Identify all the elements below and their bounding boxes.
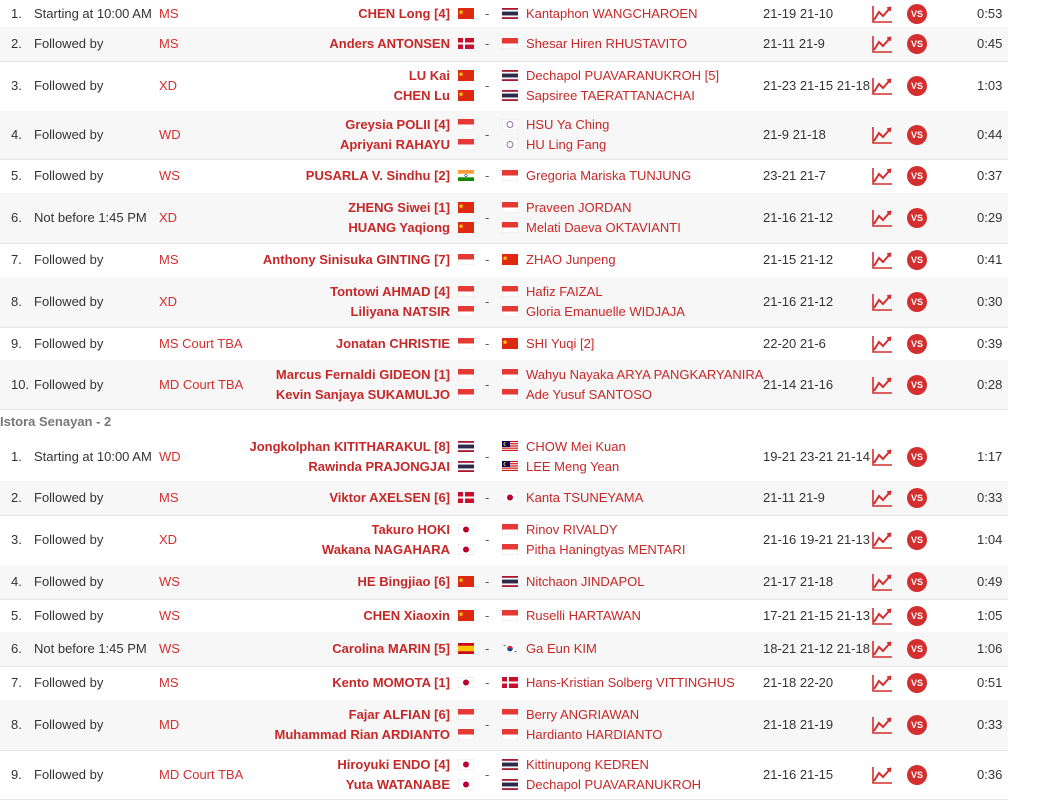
match-time: Followed by	[34, 336, 104, 351]
flag-icon	[458, 729, 474, 740]
match-row[interactable]	[0, 111, 1008, 160]
match-duration: 0:36	[977, 767, 1003, 782]
vs-dash: -	[485, 449, 490, 464]
player-left-link[interactable]: Carolina MARIN [5]	[332, 641, 450, 656]
player-left-link[interactable]: Jonatan CHRISTIE	[335, 336, 450, 351]
player-left-link[interactable]: PUSARLA V. Sindhu [2]	[305, 168, 450, 183]
flag-icon	[502, 441, 518, 452]
flag-icon	[458, 306, 474, 317]
event-link[interactable]: MD Court TBA	[159, 377, 244, 392]
flag-icon	[502, 170, 518, 181]
flag-icon	[502, 389, 518, 400]
head-to-head-button[interactable]: VS	[907, 447, 927, 467]
match-number: 8.	[11, 717, 22, 732]
match-number: 10.	[11, 377, 30, 392]
match-duration: 0:30	[977, 294, 1003, 309]
match-time: Followed by	[34, 252, 104, 267]
head-to-head-button[interactable]: VS	[907, 334, 927, 354]
match-number: 2.	[11, 36, 22, 51]
player-right-link[interactable]: HU Ling Fang	[526, 137, 607, 152]
flag-icon	[502, 524, 518, 535]
head-to-head-button[interactable]: VS	[907, 4, 927, 24]
vs-dash: -	[485, 294, 490, 309]
player-right-link[interactable]: Kantaphon WANGCHAROEN	[526, 6, 698, 21]
flag-icon	[502, 306, 518, 317]
match-time: Followed by	[34, 490, 104, 505]
player-left-link[interactable]: Anthony Sinisuka GINTING [7]	[262, 252, 450, 267]
player-right-link[interactable]: Kittinupong KEDREN	[526, 757, 649, 772]
flag-icon	[502, 222, 518, 233]
event-link[interactable]: MD Court TBA	[159, 767, 244, 782]
head-to-head-button[interactable]: VS	[907, 488, 927, 508]
event-link[interactable]: MS	[159, 252, 179, 267]
player-left-link[interactable]: Muhammad Rian ARDIANTO	[274, 727, 450, 742]
vs-dash: -	[485, 608, 490, 623]
event-link[interactable]: MS	[159, 36, 179, 51]
head-to-head-button[interactable]: VS	[907, 125, 927, 145]
flag-icon	[458, 254, 474, 265]
match-score: 22-20 21-6	[763, 336, 826, 351]
match-row[interactable]	[0, 61, 1008, 112]
flag-icon	[458, 119, 474, 130]
match-score: 21-9 21-18	[763, 127, 826, 142]
player-right-link[interactable]: Hardianto HARDIANTO	[526, 727, 663, 742]
head-to-head-button[interactable]: VS	[907, 166, 927, 186]
match-row[interactable]	[0, 515, 1008, 566]
flag-icon	[458, 576, 474, 587]
flag-icon	[502, 729, 518, 740]
player-right-link[interactable]: Hafiz FAIZAL	[526, 284, 603, 299]
match-number: 3.	[11, 532, 22, 547]
player-left-link[interactable]: Kevin Sanjaya SUKAMULJO	[275, 387, 450, 402]
head-to-head-button[interactable]: VS	[907, 673, 927, 693]
vs-dash: -	[485, 767, 490, 782]
head-to-head-button[interactable]: VS	[907, 606, 927, 626]
player-right-link[interactable]: Berry ANGRIAWAN	[526, 707, 640, 722]
match-number: 3.	[11, 78, 22, 93]
match-duration: 0:37	[977, 168, 1003, 183]
head-to-head-button[interactable]: VS	[907, 715, 927, 735]
player-right-link[interactable]: Nitchaon JINDAPOL	[526, 574, 645, 589]
flag-icon	[458, 70, 474, 81]
match-score: 21-15 21-12	[763, 252, 834, 267]
flag-icon	[502, 286, 518, 297]
player-right-link[interactable]: Ade Yusuf SANTOSO	[526, 387, 652, 402]
vs-dash: -	[485, 36, 490, 51]
line-chart-icon[interactable]	[871, 375, 893, 395]
event-link[interactable]: MS	[159, 6, 179, 21]
match-time: Followed by	[34, 127, 104, 142]
flag-icon	[502, 202, 518, 213]
event-link[interactable]: MD	[159, 717, 180, 732]
match-score: 21-11 21-9	[763, 490, 825, 505]
match-score: 19-21 23-21 21-14	[763, 449, 870, 464]
head-to-head-button[interactable]: VS	[907, 250, 927, 270]
vs-dash: -	[485, 641, 490, 656]
player-left-link[interactable]: Apriyani RAHAYU	[339, 137, 450, 152]
match-number: 1.	[11, 6, 22, 21]
player-right-link[interactable]: ZHAO Junpeng	[526, 252, 616, 267]
match-duration: 1:05	[977, 608, 1003, 623]
player-right-link[interactable]: Melati Daeva OKTAVIANTI	[526, 220, 681, 235]
flag-icon	[502, 8, 518, 19]
player-right-link[interactable]: Hans-Kristian Solberg VITTINGHUS	[526, 675, 735, 690]
match-duration: 1:17	[977, 449, 1003, 464]
player-left-link[interactable]: Hiroyuki ENDO [4]	[337, 757, 450, 772]
flag-icon	[458, 369, 474, 380]
match-duration: 0:49	[977, 574, 1003, 589]
head-to-head-button[interactable]: VS	[907, 639, 927, 659]
match-time: Starting at 10:00 AM	[34, 449, 152, 464]
vs-dash: -	[485, 127, 490, 142]
line-chart-icon[interactable]	[871, 334, 893, 354]
match-row[interactable]	[0, 243, 1008, 278]
flag-icon	[502, 759, 518, 770]
flag-icon	[458, 759, 474, 770]
flag-icon	[458, 709, 474, 720]
flag-icon	[502, 709, 518, 720]
match-duration: 0:41	[977, 252, 1003, 267]
match-time: Followed by	[34, 574, 104, 589]
match-time: Followed by	[34, 78, 104, 93]
line-chart-icon[interactable]	[871, 292, 893, 312]
flag-icon	[458, 139, 474, 150]
event-link[interactable]: WS	[159, 168, 180, 183]
event-link[interactable]: WS	[159, 574, 180, 589]
vs-dash: -	[485, 6, 490, 21]
flag-icon	[458, 8, 474, 19]
match-row[interactable]	[0, 327, 1008, 361]
vs-dash: -	[485, 252, 490, 267]
flag-icon	[502, 544, 518, 555]
match-row[interactable]	[0, 0, 1008, 28]
match-duration: 0:39	[977, 336, 1003, 351]
flag-icon	[458, 441, 474, 452]
line-chart-icon[interactable]	[871, 76, 893, 96]
vs-dash: -	[485, 377, 490, 392]
player-right-link[interactable]: CHOW Mei Kuan	[526, 439, 626, 454]
flag-icon	[458, 492, 474, 503]
player-left-link[interactable]: HE Bingjiao [6]	[357, 574, 450, 589]
match-number: 4.	[11, 574, 22, 589]
match-row[interactable]	[0, 481, 1008, 516]
event-link[interactable]: MS	[159, 490, 179, 505]
match-row[interactable]	[0, 193, 1008, 244]
head-to-head-button[interactable]: VS	[907, 76, 927, 96]
match-number: 7.	[11, 252, 22, 267]
match-time: Followed by	[34, 377, 104, 392]
match-time: Followed by	[34, 532, 104, 547]
player-left-link[interactable]: Kento MOMOTA [1]	[332, 675, 450, 690]
player-left-link[interactable]: CHEN Xiaoxin	[363, 608, 450, 623]
match-number: 9.	[11, 336, 22, 351]
player-left-link[interactable]: Takuro HOKI	[371, 522, 450, 537]
line-chart-icon[interactable]	[871, 530, 893, 550]
player-left-link[interactable]: Jongkolphan KITITHARAKUL [8]	[249, 439, 450, 454]
flag-icon	[502, 779, 518, 790]
match-row[interactable]	[0, 432, 1008, 482]
match-row[interactable]	[0, 277, 1008, 328]
player-left-link[interactable]: HUANG Yaqiong	[348, 220, 450, 235]
player-right-link[interactable]: Shesar Hiren RHUSTAVITO	[526, 36, 688, 51]
flag-icon	[458, 389, 474, 400]
player-left-link[interactable]: CHEN Lu	[393, 88, 450, 103]
vs-dash: -	[485, 717, 490, 732]
match-duration: 0:53	[977, 6, 1003, 21]
match-duration: 0:28	[977, 377, 1003, 392]
flag-icon	[458, 222, 474, 233]
head-to-head-button[interactable]: VS	[907, 765, 927, 785]
match-number: 9.	[11, 767, 22, 782]
flag-icon	[458, 461, 474, 472]
event-link[interactable]: XD	[159, 210, 178, 225]
flag-icon	[502, 254, 518, 265]
line-chart-icon[interactable]	[871, 606, 893, 626]
match-score: 21-16 21-12	[763, 294, 834, 309]
flag-icon	[502, 461, 518, 472]
player-left-link[interactable]: Marcus Fernaldi GIDEON [1]	[275, 367, 450, 382]
flag-icon	[502, 576, 518, 587]
flag-icon	[458, 338, 474, 349]
match-duration: 1:04	[977, 532, 1003, 547]
match-score: 21-16 19-21 21-13	[763, 532, 870, 547]
flag-icon	[502, 643, 518, 654]
match-time: Not before 1:45 PM	[34, 641, 147, 656]
match-score: 23-21 21-7	[763, 168, 826, 183]
match-row[interactable]	[0, 360, 1008, 410]
player-right-link[interactable]: Ga Eun KIM	[526, 641, 597, 656]
player-left-link[interactable]: Greysia POLII [4]	[345, 117, 450, 132]
player-right-link[interactable]: Rinov RIVALDY	[526, 522, 618, 537]
match-time: Not before 1:45 PM	[34, 210, 147, 225]
event-link[interactable]: MS	[159, 675, 179, 690]
match-score: 21-16 21-12	[763, 210, 834, 225]
head-to-head-button[interactable]: VS	[907, 572, 927, 592]
event-link[interactable]: WD	[159, 127, 181, 142]
line-chart-icon[interactable]	[871, 715, 893, 735]
player-right-link[interactable]: LEE Meng Yean	[526, 459, 620, 474]
head-to-head-button[interactable]: VS	[907, 34, 927, 54]
match-time: Followed by	[34, 294, 104, 309]
match-time: Followed by	[34, 675, 104, 690]
event-link[interactable]: XD	[159, 78, 178, 93]
line-chart-icon[interactable]	[871, 447, 893, 467]
match-time: Followed by	[34, 608, 104, 623]
match-score: 21-23 21-15 21-18	[763, 78, 870, 93]
line-chart-icon[interactable]	[871, 488, 893, 508]
vs-dash: -	[485, 168, 490, 183]
flag-icon	[502, 610, 518, 621]
vs-dash: -	[485, 210, 490, 225]
line-chart-icon[interactable]	[871, 34, 893, 54]
event-link[interactable]: XD	[159, 294, 178, 309]
flag-icon	[502, 38, 518, 49]
flag-icon	[458, 38, 474, 49]
line-chart-icon[interactable]	[871, 125, 893, 145]
player-left-link[interactable]: Wakana NAGAHARA	[321, 542, 450, 557]
line-chart-icon[interactable]	[871, 208, 893, 228]
match-duration: 0:45	[977, 36, 1003, 51]
match-number: 2.	[11, 490, 22, 505]
match-time: Followed by	[34, 168, 104, 183]
player-right-link[interactable]: SHI Yuqi [2]	[526, 336, 595, 351]
vs-dash: -	[485, 532, 490, 547]
head-to-head-button[interactable]: VS	[907, 530, 927, 550]
player-left-link[interactable]: Liliyana NATSIR	[350, 304, 450, 319]
player-right-link[interactable]: Kanta TSUNEYAMA	[526, 490, 644, 505]
flag-icon	[458, 202, 474, 213]
line-chart-icon[interactable]	[871, 4, 893, 24]
match-row[interactable]	[0, 632, 1008, 667]
match-number: 5.	[11, 608, 22, 623]
vs-dash: -	[485, 490, 490, 505]
match-row[interactable]	[0, 700, 1008, 751]
match-score: 21-18 21-19	[763, 717, 834, 732]
player-left-link[interactable]: Tontowi AHMAD [4]	[330, 284, 450, 299]
flag-icon	[502, 119, 518, 130]
match-time: Followed by	[34, 717, 104, 732]
match-duration: 0:44	[977, 127, 1003, 142]
line-chart-icon[interactable]	[871, 572, 893, 592]
flag-icon	[458, 610, 474, 621]
flag-icon	[458, 90, 474, 101]
vs-dash: -	[485, 574, 490, 589]
flag-icon	[458, 677, 474, 688]
line-chart-icon[interactable]	[871, 673, 893, 693]
event-link[interactable]: WS	[159, 641, 180, 656]
match-score: 17-21 21-15 21-13	[763, 608, 870, 623]
flag-icon	[458, 170, 474, 181]
player-right-link[interactable]: Ruselli HARTAWAN	[526, 608, 641, 623]
player-left-link[interactable]: CHEN Long [4]	[358, 6, 450, 21]
flag-icon	[502, 369, 518, 380]
match-number: 6.	[11, 210, 22, 225]
player-left-link[interactable]: Viktor AXELSEN [6]	[329, 490, 450, 505]
player-left-link[interactable]: Anders ANTONSEN	[329, 36, 450, 51]
player-right-link[interactable]: Dechapol PUAVARANUKROH [5]	[526, 68, 720, 83]
match-number: 6.	[11, 641, 22, 656]
player-left-link[interactable]: Fajar ALFIAN [6]	[348, 707, 450, 722]
match-duration: 0:33	[977, 717, 1003, 732]
vs-dash: -	[485, 78, 490, 93]
match-score: 21-16 21-15	[763, 767, 834, 782]
match-row[interactable]	[0, 27, 1008, 62]
head-to-head-button[interactable]: VS	[907, 208, 927, 228]
match-time: Starting at 10:00 AM	[34, 6, 152, 21]
flag-icon	[458, 524, 474, 535]
match-time: Followed by	[34, 36, 104, 51]
flag-icon	[502, 90, 518, 101]
match-score: 21-11 21-9	[763, 36, 825, 51]
flag-icon	[502, 139, 518, 150]
player-left-link[interactable]: Yuta WATANABE	[345, 777, 450, 792]
match-duration: 1:06	[977, 641, 1003, 656]
player-left-link[interactable]: ZHENG Siwei [1]	[348, 200, 450, 215]
flag-icon	[502, 338, 518, 349]
match-row[interactable]	[0, 666, 1008, 701]
player-right-link[interactable]: Pitha Haningtyas MENTARI	[526, 542, 686, 557]
match-score: 18-21 21-12 21-18	[763, 641, 870, 656]
flag-icon	[502, 677, 518, 688]
match-number: 4.	[11, 127, 22, 142]
flag-icon	[502, 492, 518, 503]
flag-icon	[458, 544, 474, 555]
line-chart-icon[interactable]	[871, 166, 893, 186]
flag-icon	[502, 70, 518, 81]
line-chart-icon[interactable]	[871, 250, 893, 270]
player-right-link[interactable]: Sapsiree TAERATTANACHAI	[526, 88, 695, 103]
event-link[interactable]: WD	[159, 449, 181, 464]
event-link[interactable]: XD	[159, 532, 178, 547]
match-duration: 0:51	[977, 675, 1003, 690]
match-duration: 1:03	[977, 78, 1003, 93]
player-right-link[interactable]: Wahyu Nayaka ARYA PANGKARYANIRA	[526, 367, 764, 382]
match-time: Followed by	[34, 767, 104, 782]
head-to-head-button[interactable]: VS	[907, 375, 927, 395]
flag-icon	[458, 643, 474, 654]
match-row[interactable]	[0, 750, 1008, 800]
match-duration: 0:33	[977, 490, 1003, 505]
vs-dash: -	[485, 336, 490, 351]
court-section-title: Istora Senayan - 2	[0, 414, 112, 429]
match-number: 7.	[11, 675, 22, 690]
line-chart-icon[interactable]	[871, 639, 893, 659]
flag-icon	[458, 286, 474, 297]
vs-dash: -	[485, 675, 490, 690]
event-link[interactable]: MS Court TBA	[159, 336, 243, 351]
match-number: 1.	[11, 449, 22, 464]
match-row[interactable]	[0, 565, 1008, 600]
match-score: 21-14 21-16	[763, 377, 834, 392]
player-right-link[interactable]: Gregoria Mariska TUNJUNG	[526, 168, 692, 183]
match-duration: 0:29	[977, 210, 1003, 225]
line-chart-icon[interactable]	[871, 765, 893, 785]
player-left-link[interactable]: Rawinda PRAJONGJAI	[308, 459, 450, 474]
player-right-link[interactable]: Dechapol PUAVARANUKROH	[526, 777, 702, 792]
player-left-link[interactable]: LU Kai	[408, 68, 450, 83]
match-number: 8.	[11, 294, 22, 309]
flag-icon	[458, 779, 474, 790]
match-score: 21-19 21-10	[763, 6, 834, 21]
match-row[interactable]	[0, 159, 1008, 194]
player-right-link[interactable]: Praveen JORDAN	[526, 200, 632, 215]
event-link[interactable]: WS	[159, 608, 180, 623]
player-right-link[interactable]: Gloria Emanuelle WIDJAJA	[526, 304, 685, 319]
match-score: 21-17 21-18	[763, 574, 834, 589]
match-number: 5.	[11, 168, 22, 183]
head-to-head-button[interactable]: VS	[907, 292, 927, 312]
match-row[interactable]	[0, 599, 1008, 633]
match-score: 21-18 22-20	[763, 675, 834, 690]
player-right-link[interactable]: HSU Ya Ching	[526, 117, 610, 132]
